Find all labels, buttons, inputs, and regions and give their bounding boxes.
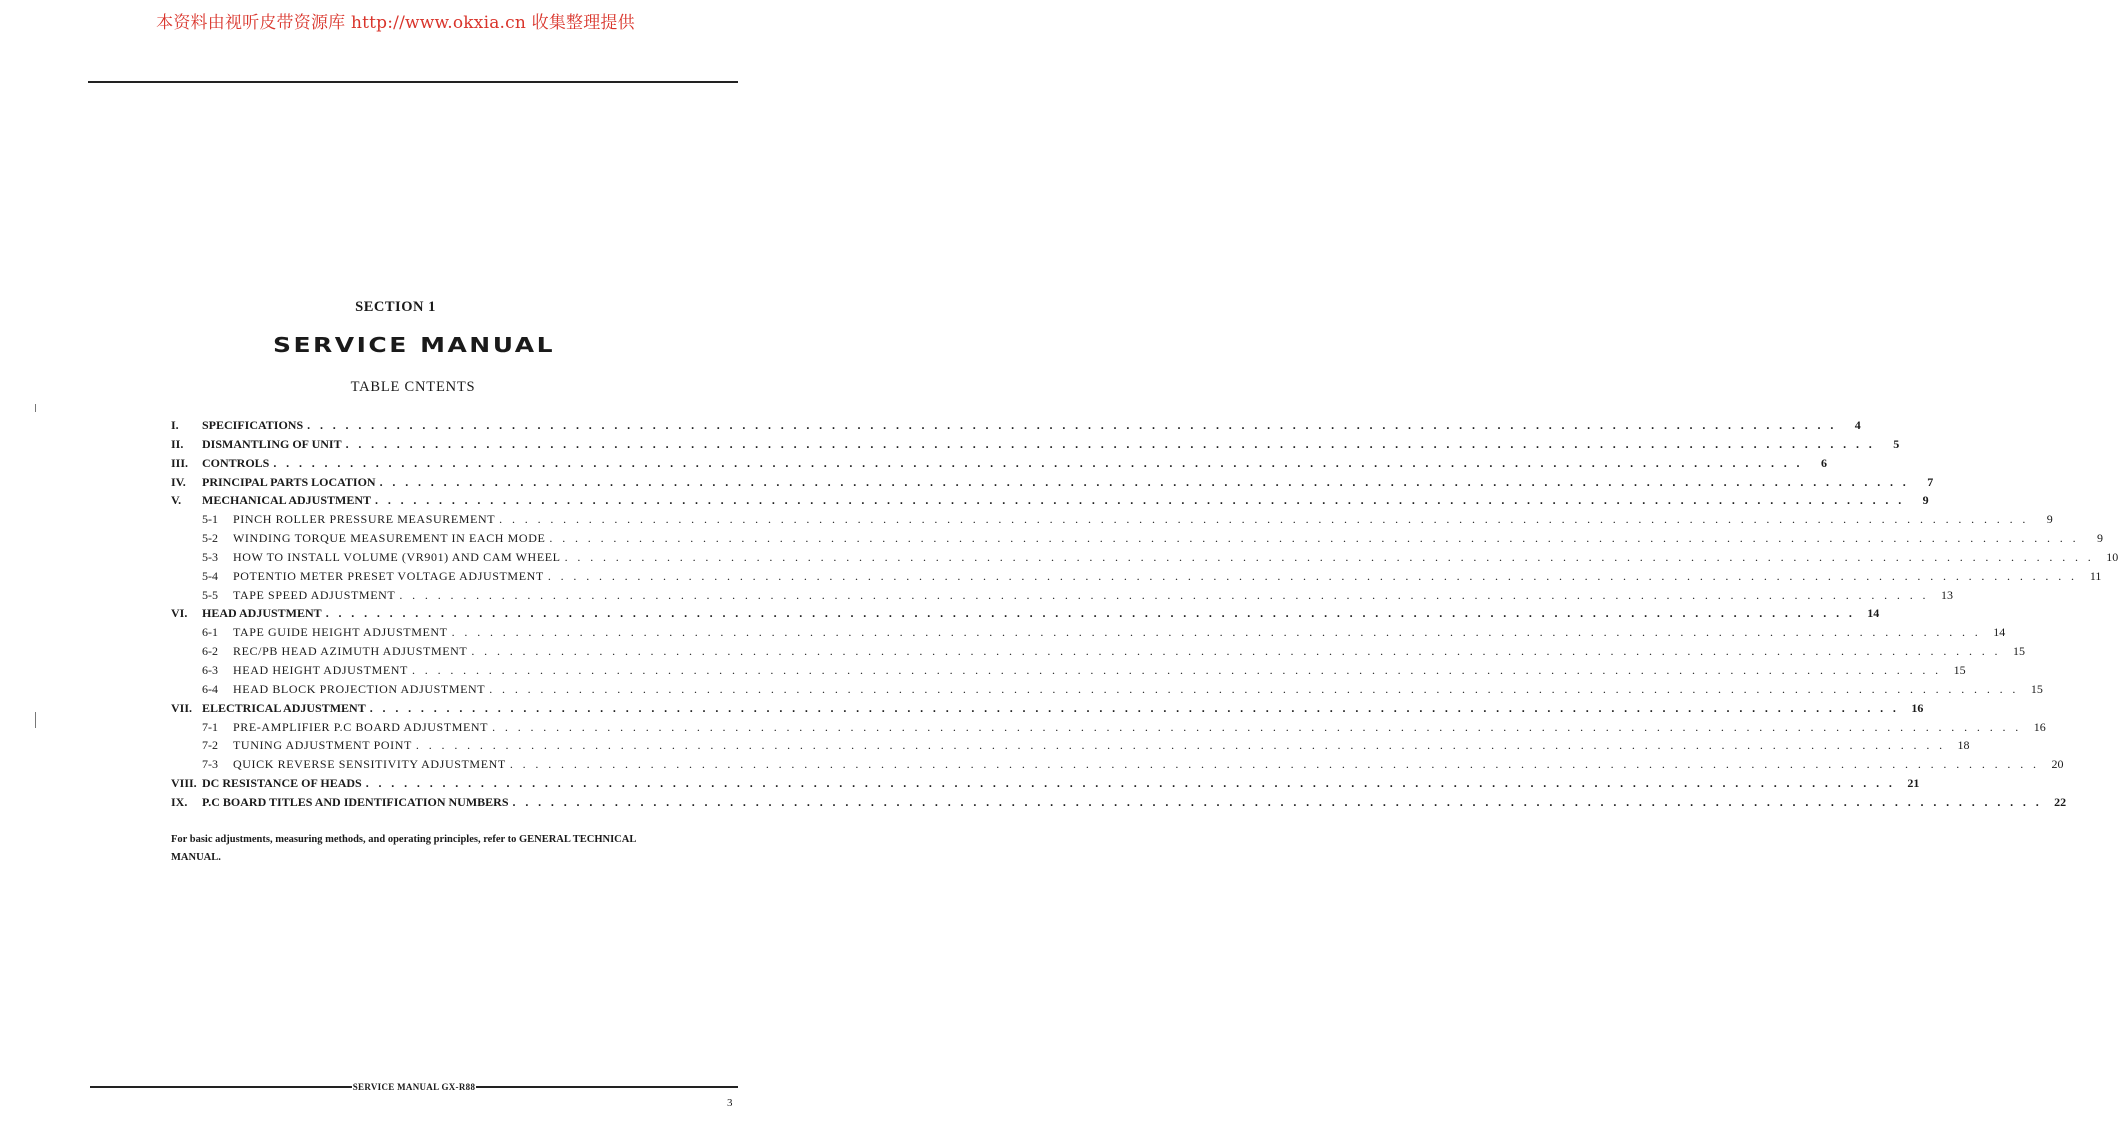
toc-leader-dots: . . . . . . . . . . . . . . . . . . . . . . . . . . . . . . . . . . . . . . . . . . . . . . . . . . . . . . . . . . . . . . . . . . . . . . . . . . . . . . . . . . . . . . . . . . . . . . . . . . . . . . . . . . . . . . . . . . . . . . . . <box>379 474 1910 489</box>
toc-entry-page: 5 <box>1893 436 1900 451</box>
toc-entry-title: HEAD HEIGHT ADJUSTMENT <box>233 662 408 677</box>
toc-entry-page: 21 <box>1907 776 1920 791</box>
toc-leader-dots: . . . . . . . . . . . . . . . . . . . . . . . . . . . . . . . . . . . . . . . . . . . . . . . . . . . . . . . . . . . . . . . . . . . . . . . . . . . . . . . . . . . . . . . . . . . . . . . . . . . . . . . . . . . . . . . . . . . . . . . . <box>375 493 1905 508</box>
toc-leader-dots: . . . . . . . . . . . . . . . . . . . . . . . . . . . . . . . . . . . . . . . . . . . . . . . . . . . . . . . . . . . . . . . . . . . . . . . . . . . . . . . . . . . . . . . . . . . . . . . . . . . . . . . . . . . . . . . . . . . . . . . . <box>489 681 2019 696</box>
toc-leader-dots: . . . . . . . . . . . . . . . . . . . . . . . . . . . . . . . . . . . . . . . . . . . . . . . . . . . . . . . . . . . . . . . . . . . . . . . . . . . . . . . . . . . . . . . . . . . . . . . . . . . . . . . . . . . . . . . . . . . . . . . . <box>549 531 2079 546</box>
toc-entry-title: HEAD ADJUSTMENT <box>202 606 322 621</box>
toc-leader-dots: . . . . . . . . . . . . . . . . . . . . . . . . . . . . . . . . . . . . . . . . . . . . . . . . . . . . . . . . . . . . . . . . . . . . . . . . . . . . . . . . . . . . . . . . . . . . . . . . . . . . . . . . . . . . . . . . . . . . . . . . <box>564 549 2095 564</box>
toc-entry-page: 14 <box>1993 625 2006 640</box>
toc-subsection-row <box>171 757 2064 776</box>
toc-subsection-row <box>171 568 2102 588</box>
margin-mark <box>35 404 36 412</box>
top-rule <box>88 81 738 83</box>
toc-entry-title: HOW TO INSTALL VOLUME (VR901) AND CAM WHEEL <box>233 549 561 564</box>
toc-entry-number: 6-3 <box>202 662 218 677</box>
footer-rule-right <box>476 1086 738 1088</box>
toc-leader-dots: . . . . . . . . . . . . . . . . . . . . . . . . . . . . . . . . . . . . . . . . . . . . . . . . . . . . . . . . . . . . . . . . . . . . . . . . . . . . . . . . . . . . . . . . . . . . . . . . . . . . . . . . . . . . . . . . . . . . . . . . <box>365 776 1896 791</box>
toc-entry-page: 22 <box>2054 794 2067 809</box>
toc-entry-page: 9 <box>2097 531 2103 546</box>
toc-entry-page: 13 <box>1940 587 1953 602</box>
footer-label: SERVICE MANUAL GX-R88 <box>352 1082 476 1092</box>
toc-leader-dots: . . . . . . . . . . . . . . . . . . . . . . . . . . . . . . . . . . . . . . . . . . . . . . . . . . . . . . . . . . . . . . . . . . . . . . . . . . . . . . . . . . . . . . . . . . . . . . . . . . . . . . . . . . . . . . . . . . . . . . . . <box>273 455 1803 470</box>
toc-entry-number: I. <box>171 418 179 432</box>
toc-leader-dots: . . . . . . . . . . . . . . . . . . . . . . . . . . . . . . . . . . . . . . . . . . . . . . . . . . . . . . . . . . . . . . . . . . . . . . . . . . . . . . . . . . . . . . . . . . . . . . . . . . . . . . . . . . . . . . . . . . . . . . . . <box>399 587 1929 602</box>
toc-leader-dots: . . . . . . . . . . . . . . . . . . . . . . . . . . . . . . . . . . . . . . . . . . . . . . . . . . . . . . . . . . . . . . . . . . . . . . . . . . . . . . . . . . . . . . . . . . . . . . . . . . . . . . . . . . . . . . . . . . . . . . . . <box>411 662 1942 677</box>
toc-entry-page: 9 <box>1922 493 1929 508</box>
toc-leader-dots: . . . . . . . . . . . . . . . . . . . . . . . . . . . . . . . . . . . . . . . . . . . . . . . . . . . . . . . . . . . . . . . . . . . . . . . . . . . . . . . . . . . . . . . . . . . . . . . . . . . . . . . . . . . . . . . . . . . . . . . . <box>547 568 2078 583</box>
toc-leader-dots: . . . . . . . . . . . . . . . . . . . . . . . . . . . . . . . . . . . . . . . . . . . . . . . . . . . . . . . . . . . . . . . . . . . . . . . . . . . . . . . . . . . . . . . . . . . . . . . . . . . . . . . . . . . . . . . . . . . . . . . . <box>471 644 2001 659</box>
toc-subsection-row <box>171 625 2006 644</box>
toc-subsection-row <box>171 587 1953 607</box>
toc-entry-title: CONTROLS <box>202 455 270 470</box>
toc-leader-dots: . . . . . . . . . . . . . . . . . . . . . . . . . . . . . . . . . . . . . . . . . . . . . . . . . . . . . . . . . . . . . . . . . . . . . . . . . . . . . . . . . . . . . . . . . . . . . . . . . . . . . . . . . . . . . . . . . . . . . . . . <box>369 700 1900 715</box>
toc-leader-dots: . . . . . . . . . . . . . . . . . . . . . . . . . . . . . . . . . . . . . . . . . . . . . . . . . . . . . . . . . . . . . . . . . . . . . . . . . . . . . . . . . . . . . . . . . . . . . . . . . . . . . . . . . . . . . . . . . . . . . . . . <box>492 719 2022 734</box>
toc-entry-page: 10 <box>2106 549 2118 564</box>
toc-subsection-row <box>171 719 2046 739</box>
toc-leader-dots: . . . . . . . . . . . . . . . . . . . . . . . . . . . . . . . . . . . . . . . . . . . . . . . . . . . . . . . . . . . . . . . . . . . . . . . . . . . . . . . . . . . . . . . . . . . . . . . . . . . . . . . . . . . . . . . . . . . . . . . . <box>415 738 1946 753</box>
toc-entry-title: QUICK REVERSE SENSITIVITY ADJUSTMENT <box>233 757 506 772</box>
toc-subsection-row <box>171 662 1966 682</box>
toc-entry-title: HEAD BLOCK PROJECTION ADJUSTMENT <box>233 681 486 696</box>
toc-subsection-row <box>171 549 2118 569</box>
toc-entry-number: II. <box>171 436 184 451</box>
toc-entry-number: 6-4 <box>202 681 218 696</box>
toc-section-row <box>171 455 1827 475</box>
toc-entry-title: TAPE SPEED ADJUSTMENT <box>233 587 396 602</box>
toc-entry-title: WINDING TORQUE MEASUREMENT IN EACH MODE <box>233 531 546 546</box>
section-label: SECTION 1 <box>355 299 436 315</box>
toc-entry-number: 7-3 <box>202 757 218 772</box>
reference-note: For basic adjustments, measuring methods, and operating principles, refer to GENERAL TECHNICAL MANUAL. <box>171 834 636 863</box>
toc-entry-title: DISMANTLING OF UNIT <box>202 436 342 451</box>
toc-entry-title: DC RESISTANCE OF HEADS <box>202 776 362 791</box>
toc-entry-title: TUNING ADJUSTMENT POINT <box>233 738 412 753</box>
toc-entry-title: SPECIFICATIONS <box>202 418 304 432</box>
table-of-contents <box>171 418 2118 814</box>
toc-section-row <box>171 474 1934 494</box>
toc-entry-title: PRE-AMPLIFIER P.C BOARD ADJUSTMENT <box>233 719 489 734</box>
toc-entry-page: 15 <box>2030 681 2043 696</box>
toc-entry-title: POTENTIO METER PRESET VOLTAGE ADJUSTMENT <box>233 568 544 583</box>
toc-section-row <box>171 418 1861 437</box>
toc-leader-dots: . . . . . . . . . . . . . . . . . . . . . . . . . . . . . . . . . . . . . . . . . . . . . . . . . . . . . . . . . . . . . . . . . . . . . . . . . . . . . . . . . . . . . . . . . . . . . . . . . . . . . . . . . . . . . . . . . . . . . . . . <box>499 512 2029 527</box>
toc-section-row <box>171 794 2067 814</box>
footer <box>90 1080 738 1094</box>
toc-entry-title: MECHANICAL ADJUSTMENT <box>202 493 372 508</box>
toc-leader-dots: . . . . . . . . . . . . . . . . . . . . . . . . . . . . . . . . . . . . . . . . . . . . . . . . . . . . . . . . . . . . . . . . . . . . . . . . . . . . . . . . . . . . . . . . . . . . . . . . . . . . . . . . . . . . . . . . . . . . . . . . <box>451 625 1982 640</box>
toc-subsection-row <box>171 531 2103 550</box>
toc-entry-page: 9 <box>2046 512 2053 527</box>
toc-subsection-row <box>171 644 2025 663</box>
toc-leader-dots: . . . . . . . . . . . . . . . . . . . . . . . . . . . . . . . . . . . . . . . . . . . . . . . . . . . . . . . . . . . . . . . . . . . . . . . . . . . . . . . . . . . . . . . . . . . . . . . . . . . . . . . . . . . . . . . . . . . . . . . . <box>307 418 1837 432</box>
toc-section-row <box>171 606 1880 625</box>
toc-entry-number: VIII. <box>171 776 197 791</box>
toc-entry-number: 7-1 <box>202 719 218 734</box>
toc-entry-page: 14 <box>1867 606 1880 621</box>
toc-entry-number: 6-1 <box>202 625 218 640</box>
toc-entry-title: REC/PB HEAD AZIMUTH ADJUSTMENT <box>233 644 468 659</box>
toc-subsection-row <box>171 512 2053 531</box>
toc-entry-number: VI. <box>171 606 188 621</box>
toc-entry-title: TAPE GUIDE HEIGHT ADJUSTMENT <box>233 625 448 640</box>
toc-entry-number: III. <box>171 455 189 470</box>
toc-entry-title: PINCH ROLLER PRESSURE MEASUREMENT <box>233 512 496 527</box>
toc-subsection-row <box>171 681 2043 701</box>
page-number: 3 <box>727 1097 733 1109</box>
toc-subsection-row <box>171 738 1970 757</box>
toc-entry-number: IV. <box>171 474 186 489</box>
toc-leader-dots: . . . . . . . . . . . . . . . . . . . . . . . . . . . . . . . . . . . . . . . . . . . . . . . . . . . . . . . . . . . . . . . . . . . . . . . . . . . . . . . . . . . . . . . . . . . . . . . . . . . . . . . . . . . . . . . . . . . . . . . . <box>345 436 1876 451</box>
toc-entry-page: 16 <box>1911 700 1924 715</box>
toc-entry-number: V. <box>171 493 182 508</box>
toc-section-row <box>171 436 1900 456</box>
toc-entry-number: 6-2 <box>202 644 218 659</box>
toc-leader-dots: . . . . . . . . . . . . . . . . . . . . . . . . . . . . . . . . . . . . . . . . . . . . . . . . . . . . . . . . . . . . . . . . . . . . . . . . . . . . . . . . . . . . . . . . . . . . . . . . . . . . . . . . . . . . . . . . . . . . . . . . <box>509 757 2040 772</box>
toc-heading: TABLE CNTENTS <box>350 379 476 395</box>
toc-entry-number: VII. <box>171 700 193 715</box>
toc-entry-page: 18 <box>1957 738 1970 753</box>
toc-section-row <box>171 700 1924 720</box>
footer-rule-left <box>90 1086 352 1088</box>
toc-entry-title: P.C BOARD TITLES AND IDENTIFICATION NUMBERS <box>202 794 509 809</box>
toc-leader-dots: . . . . . . . . . . . . . . . . . . . . . . . . . . . . . . . . . . . . . . . . . . . . . . . . . . . . . . . . . . . . . . . . . . . . . . . . . . . . . . . . . . . . . . . . . . . . . . . . . . . . . . . . . . . . . . . . . . . . . . . . <box>512 794 2043 809</box>
toc-entry-number: 5-5 <box>202 587 218 602</box>
toc-entry-number: 7-2 <box>202 738 218 753</box>
watermark-banner: 本资料由视听皮带资源库 http://www.okxia.cn 收集整理提供 <box>156 13 635 33</box>
toc-entry-number: IX. <box>171 794 188 809</box>
toc-entry-page: 6 <box>1820 455 1827 470</box>
toc-entry-page: 15 <box>1953 662 1966 677</box>
toc-entry-title: PRINCIPAL PARTS LOCATION <box>202 474 376 489</box>
toc-entry-number: 5-1 <box>202 512 218 527</box>
toc-entry-page: 7 <box>1927 474 1934 489</box>
toc-section-row <box>171 493 1929 512</box>
page-title: SERVICE MANUAL <box>272 333 556 357</box>
toc-entry-page: 15 <box>2012 644 2025 659</box>
toc-section-row <box>171 776 1920 795</box>
toc-entry-page: 16 <box>2033 719 2046 734</box>
toc-entry-page: 20 <box>2051 757 2064 772</box>
toc-entry-title: ELECTRICAL ADJUSTMENT <box>202 700 366 715</box>
toc-entry-page: 4 <box>1854 418 1861 432</box>
toc-entry-number: 5-2 <box>202 531 218 546</box>
toc-leader-dots: . . . . . . . . . . . . . . . . . . . . . . . . . . . . . . . . . . . . . . . . . . . . . . . . . . . . . . . . . . . . . . . . . . . . . . . . . . . . . . . . . . . . . . . . . . . . . . . . . . . . . . . . . . . . . . . . . . . . . . . . <box>325 606 1856 621</box>
margin-mark <box>35 712 36 728</box>
toc-entry-number: 5-4 <box>202 568 218 583</box>
toc-entry-number: 5-3 <box>202 549 218 564</box>
toc-entry-page: 11 <box>2089 568 2102 583</box>
